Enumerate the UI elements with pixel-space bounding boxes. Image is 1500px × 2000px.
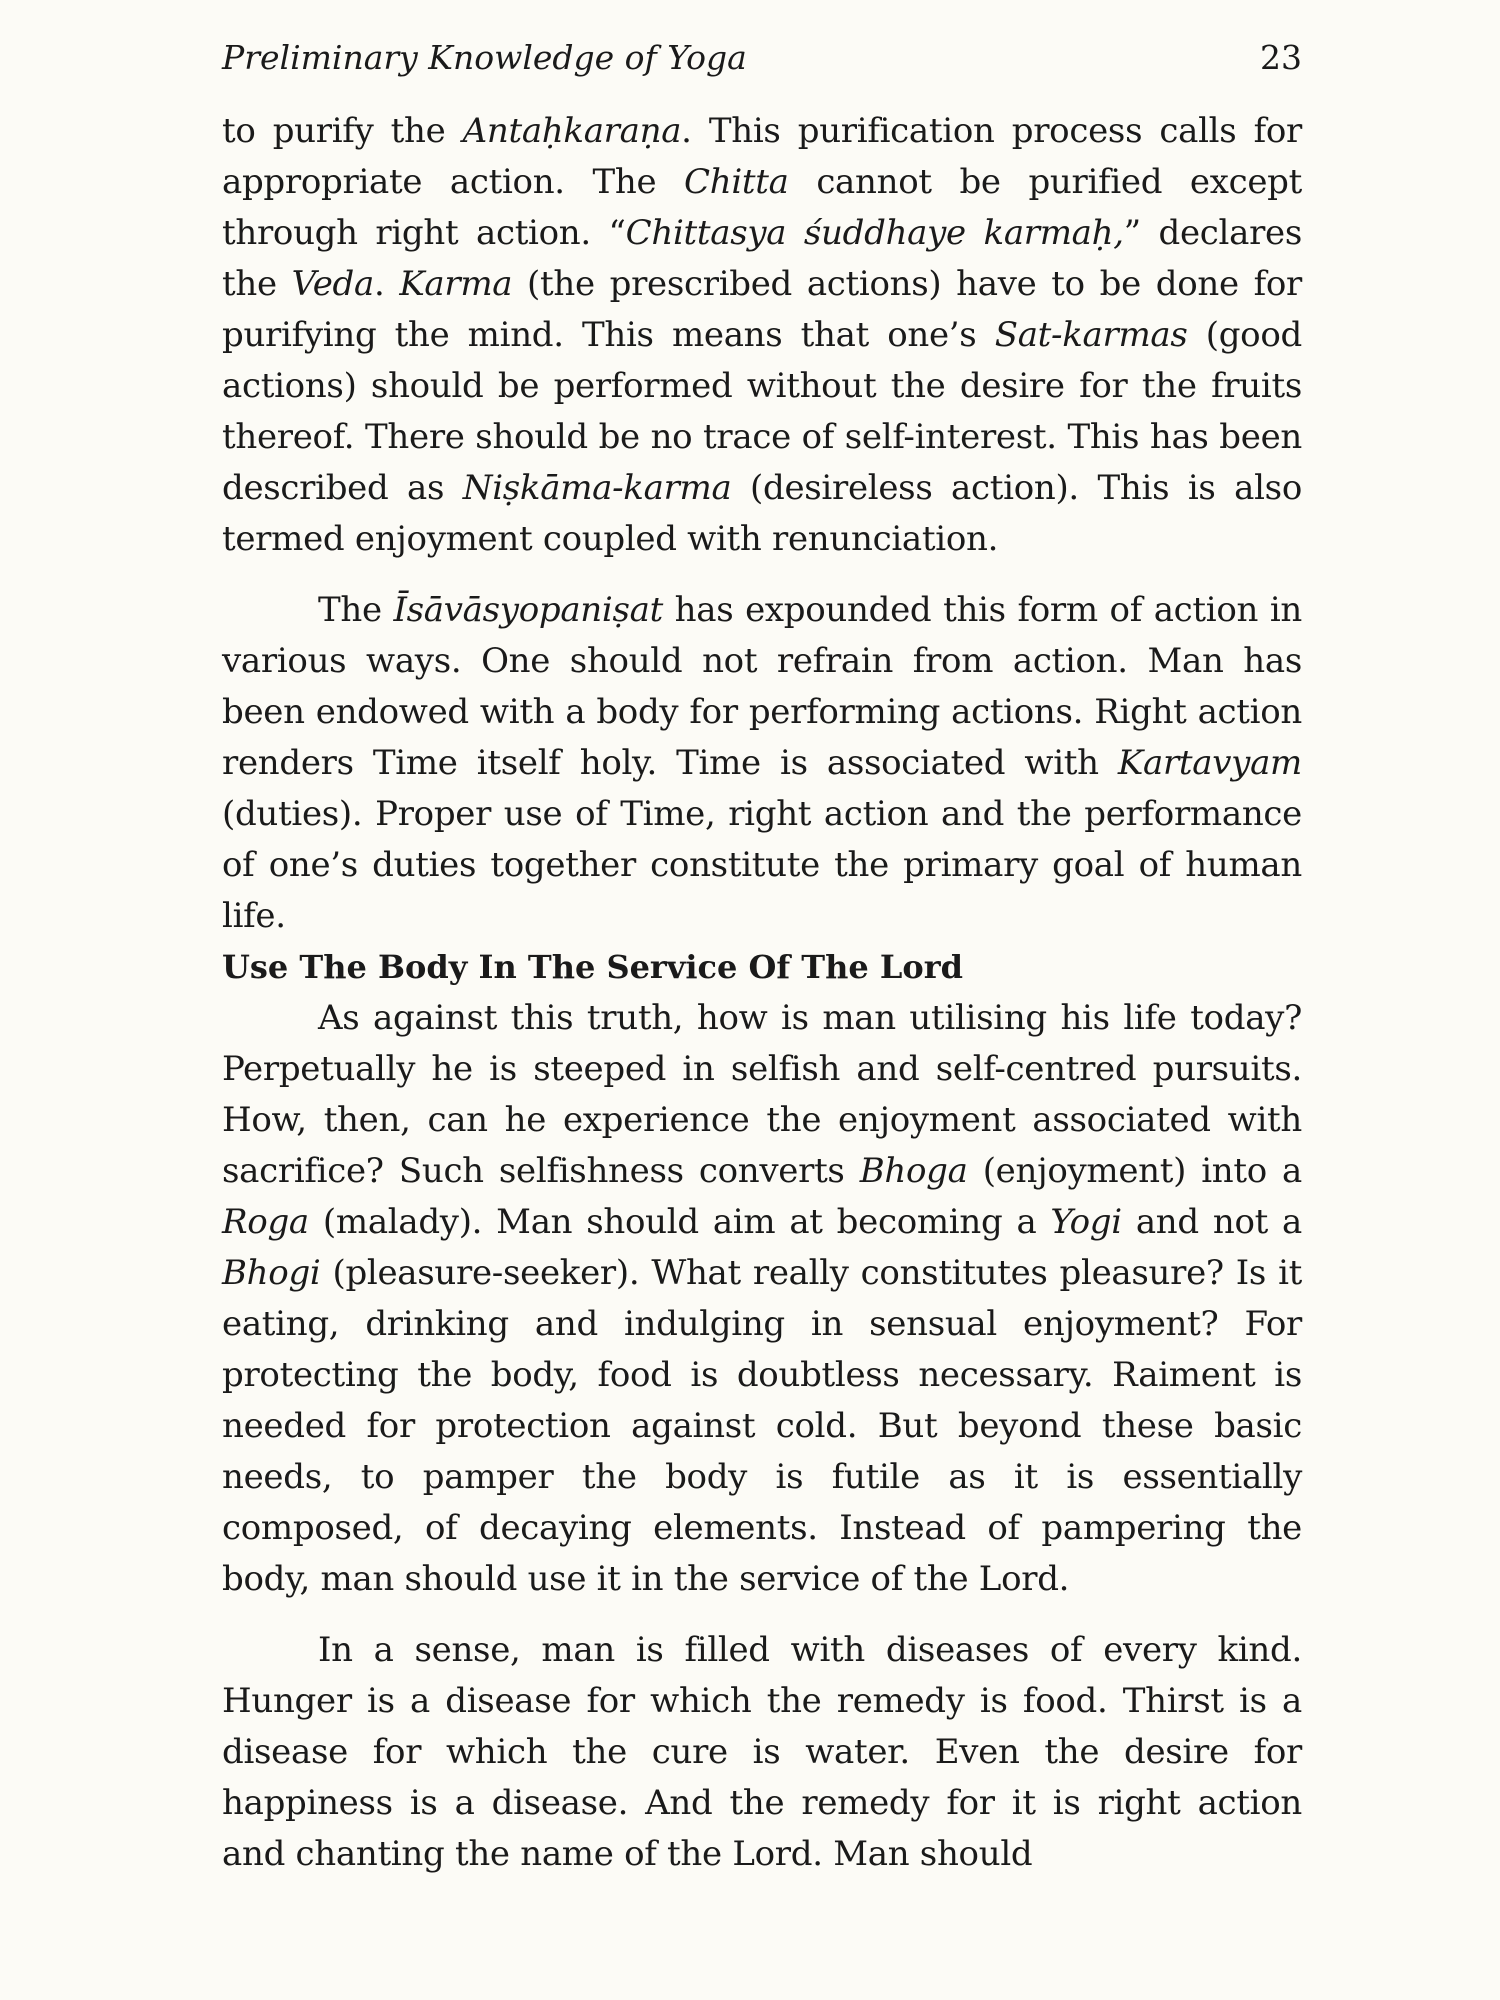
italic-term: Karma <box>399 264 513 304</box>
running-head <box>222 38 1302 100</box>
text-run: (enjoyment) into a <box>967 1151 1303 1191</box>
text-run: (malady). Man should aim at becoming a <box>308 1202 1051 1242</box>
page-number: 23 <box>1260 38 1302 77</box>
text-run: . This purification process calls for appropriate action. The <box>222 111 1302 202</box>
italic-term: Bhoga <box>859 1151 968 1191</box>
section-heading: Use The Body In The Service Of The Lord <box>222 948 963 986</box>
text-run: and not a <box>1121 1202 1302 1242</box>
text-run: ” declares the <box>222 213 1302 304</box>
italic-term: Chittasya śuddhaye karmaḥ, <box>625 213 1124 253</box>
italic-term: Yogi <box>1050 1202 1122 1242</box>
text-run: cannot be purified except through right action. “ <box>222 162 1302 253</box>
text-run: (pleasure-seeker). What really constitutes pleasure? Is it eating, drinking and indulging in sensual enjoyment? For protecting the body, food is doubtless necessary. Raiment is needed for protection against cold. But beyond these basic needs, to pamper the body is futile as it is essentially composed, of decaying elements. Instead of pampering the body, man should use it in the service of the Lord. <box>222 1253 1302 1599</box>
italic-term: Antaḥkaraṇa <box>462 111 682 151</box>
paragraph-4: In a sense, man is filled with diseases of every kind. Hunger is a disease for which the remedy is food. Thirst is a disease for which the cure is water. Even the desire for happiness is a disease. And the remedy for it is right action and chanting the name of the Lord. Man should <box>222 1630 1302 1874</box>
italic-term: Īsāvāsyopaniṣat <box>393 590 663 630</box>
paragraph-1 <box>222 106 1302 565</box>
text-run: As against this truth, how is man utilising his life today? Perpetually he is steeped in selfish and self-centred pursuits. How, then, can he experience the enjoyment associated with sacrifice? Such selfishness converts <box>222 998 1302 1191</box>
text-run: has expounded this form of action in various ways. One should not refrain from action. Man has been endowed with a body for performing actions. Right action renders Time itself holy. Time is associated with <box>222 590 1302 783</box>
italic-term: Veda <box>291 264 374 304</box>
text-run: (good actions) should be performed without the desire for the fruits thereof. There should be no trace of self-interest. This has been described as <box>222 315 1302 508</box>
text-run: (the prescribed actions) have to be done for purifying the mind. This means that one’s <box>222 264 1302 355</box>
text-run: The <box>318 590 394 630</box>
text-run: . <box>373 264 400 304</box>
paragraph-3 <box>222 993 1302 1605</box>
italic-term: Kartavyam <box>1117 743 1302 783</box>
paragraph-2 <box>222 585 1302 942</box>
italic-term: Chitta <box>684 162 789 202</box>
italic-term: Niṣkāma-karma <box>462 468 732 508</box>
text-run: (desireless action). This is also termed enjoyment coupled with renunciation. <box>222 468 1302 559</box>
italic-term: Sat-karmas <box>994 315 1188 355</box>
running-title: Preliminary Knowledge of Yoga <box>222 38 747 77</box>
italic-term: Roga <box>222 1202 309 1242</box>
page-content <box>222 38 1302 1880</box>
text-run: (duties). Proper use of Time, right action and the performance of one’s duties together constitute the primary goal of human life. <box>222 794 1302 936</box>
italic-term: Bhogi <box>222 1253 321 1293</box>
text-run: to purify the <box>222 111 463 151</box>
